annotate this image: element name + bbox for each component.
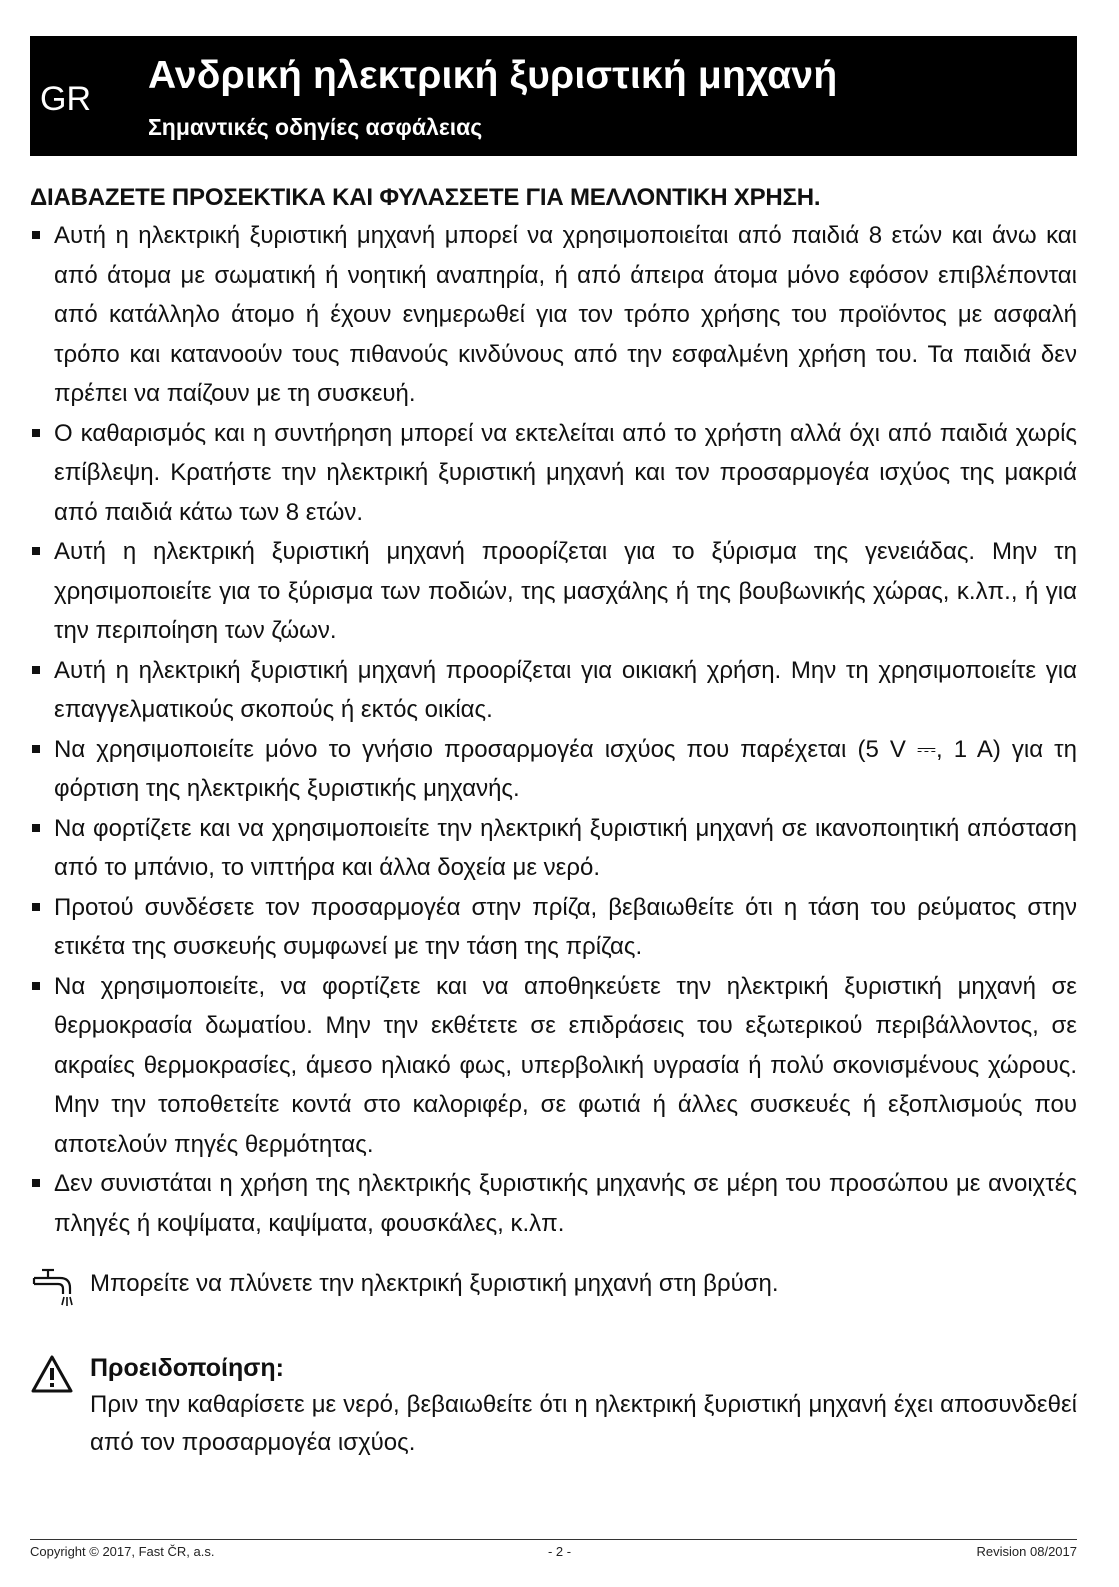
safety-rule <box>30 532 1077 651</box>
document-title: Ανδρική ηλεκτρική ξυριστική μηχανή <box>148 54 838 97</box>
page-number: - 2 - <box>547 1544 572 1559</box>
safety-rule <box>30 1164 1077 1243</box>
bullet-icon <box>32 547 40 555</box>
bullet-icon <box>32 903 40 911</box>
warning-title: Προειδοποίηση: <box>90 1354 284 1382</box>
rule-text: Αυτή η ηλεκτρική ξυριστική μηχανή προορίζεται για οικιακή χρήση. Μην τη χρησιμοποιείτε για επαγγελματικούς σκοπούς ή εκτός οικίας. <box>54 656 1077 723</box>
bullet-icon <box>32 231 40 239</box>
wash-note <box>30 1262 1077 1310</box>
bullet-icon <box>32 824 40 832</box>
bullet-icon <box>32 982 40 990</box>
revision-text: Revision 08/2017 <box>976 1544 1077 1559</box>
faucet-icon <box>30 1264 82 1308</box>
document-subtitle: Σημαντικές οδηγίες ασφάλειας <box>148 114 483 140</box>
safety-rules-list <box>30 216 1077 1243</box>
bullet-icon <box>32 429 40 437</box>
bullet-icon <box>32 1179 40 1187</box>
rule-text: Αυτή η ηλεκτρική ξυριστική μηχανή μπορεί να χρησιμοποιείται από παιδιά 8 ετών και άνω και από άτομα με σωματική ή νοητική αναπηρία, ή από άπειρα άτομα μόνο εφόσον επιβλέπονται από κατάλληλο άτομο ή έχουν ενημερωθεί για τον τρόπο χρήσης του προϊόντος με ασφαλή τρόπο και κατανοούν τους πιθανούς κινδύνους από την εσφαλμένη χρήση του. Τα παιδιά δεν πρέπει να παίζουν με τη συσκευή. <box>54 222 1077 407</box>
warning-triangle-icon <box>30 1354 74 1394</box>
bullet-icon <box>32 666 40 674</box>
copyright-text: Copyright © 2017, Fast ČR, a.s. <box>30 1544 215 1559</box>
rule-text: Να χρησιμοποιείτε, να φορτίζετε και να αποθηκεύετε την ηλεκτρική ξυριστική μηχανή σε θερμοκρασία δωματίου. Μην την εκθέτετε σε επιδράσεις του εξωτερικού περιβάλλοντος, σε ακραίες θερμοκρασίες, άμεσο ηλιακό φως, υπερβολική υγρασία ή πολύ σκονισμένους χώρους. Μην την τοποθετείτε κοντά στο καλοριφέρ, σε φωτιά ή άλλες συσκευές ή εξοπλισμούς που αποτελούν πηγές θερμότητας. <box>54 972 1077 1158</box>
safety-rule <box>30 414 1077 533</box>
safety-rule <box>30 730 1077 809</box>
bullet-icon <box>32 745 40 753</box>
safety-rule <box>30 967 1077 1165</box>
safety-rule <box>30 809 1077 888</box>
safety-rule <box>30 888 1077 967</box>
language-code: GR <box>40 80 91 118</box>
page-header <box>30 36 1077 156</box>
section-heading: ΔΙΑΒΑΖΕΤΕ ΠΡΟΣΕΚΤΙΚΑ ΚΑΙ ΦΥΛΑΣΣΕΤΕ ΓΙΑ ΜΕΛΛΟΝΤΙΚΗ ΧΡΗΣΗ. <box>30 184 821 211</box>
wash-note-text: Μπορείτε να πλύνετε την ηλεκτρική ξυριστική μηχανή στη βρύση. <box>90 1270 779 1297</box>
rule-text: Δεν συνιστάται η χρήση της ηλεκτρικής ξυριστικής μηχανής σε μέρη του προσώπου με ανοιχτές πληγές ή κοψίματα, καψίματα, φουσκάλες, κ.λπ. <box>54 1170 1077 1237</box>
rule-text: Να φορτίζετε και να χρησιμοποιείτε την ηλεκτρική ξυριστική μηχανή σε ικανοποιητική απόσταση από το μπάνιο, το νιπτήρα και άλλα δοχεία με νερό. <box>54 814 1077 881</box>
rule-text: Προτού συνδέσετε τον προσαρμογέα στην πρίζα, βεβαιωθείτε ότι η τάση του ρεύματος στην ετικέτα της συσκευής συμφωνεί με την τάση της πρίζας. <box>54 893 1077 960</box>
rule-text: Αυτή η ηλεκτρική ξυριστική μηχανή προορίζεται για το ξύρισμα της γενειάδας. Μην τη χρησιμοποιείτε για το ξύρισμα των ποδιών, της μασχάλης ή της βουβωνικής χώρας, κ.λπ., ή για την περιποίηση των ζώων. <box>54 538 1077 644</box>
footer-divider <box>30 1539 1077 1540</box>
safety-rule <box>30 651 1077 730</box>
rule-text: Να χρησιμοποιείτε μόνο το γνήσιο προσαρμογέα ισχύος που παρέχεται (5 V ⎓, 1 A) για τη φόρτιση της ηλεκτρικής ξυριστικής μηχανής. <box>54 735 1077 802</box>
warning-text: Πριν την καθαρίσετε με νερό, βεβαιωθείτε ότι η ηλεκτρική ξυριστική μηχανή έχει αποσυνδεθεί από τον προσαρμογέα ισχύος. <box>90 1391 1077 1456</box>
rule-text: Ο καθαρισμός και η συντήρηση μπορεί να εκτελείται από το χρήστη αλλά όχι από παιδιά χωρίς επίβλεψη. Κρατήστε την ηλεκτρική ξυριστική μηχανή και τον προσαρμογέα ισχύος της μακριά από παιδιά κάτω των 8 ετών. <box>54 419 1077 526</box>
safety-rule <box>30 216 1077 414</box>
